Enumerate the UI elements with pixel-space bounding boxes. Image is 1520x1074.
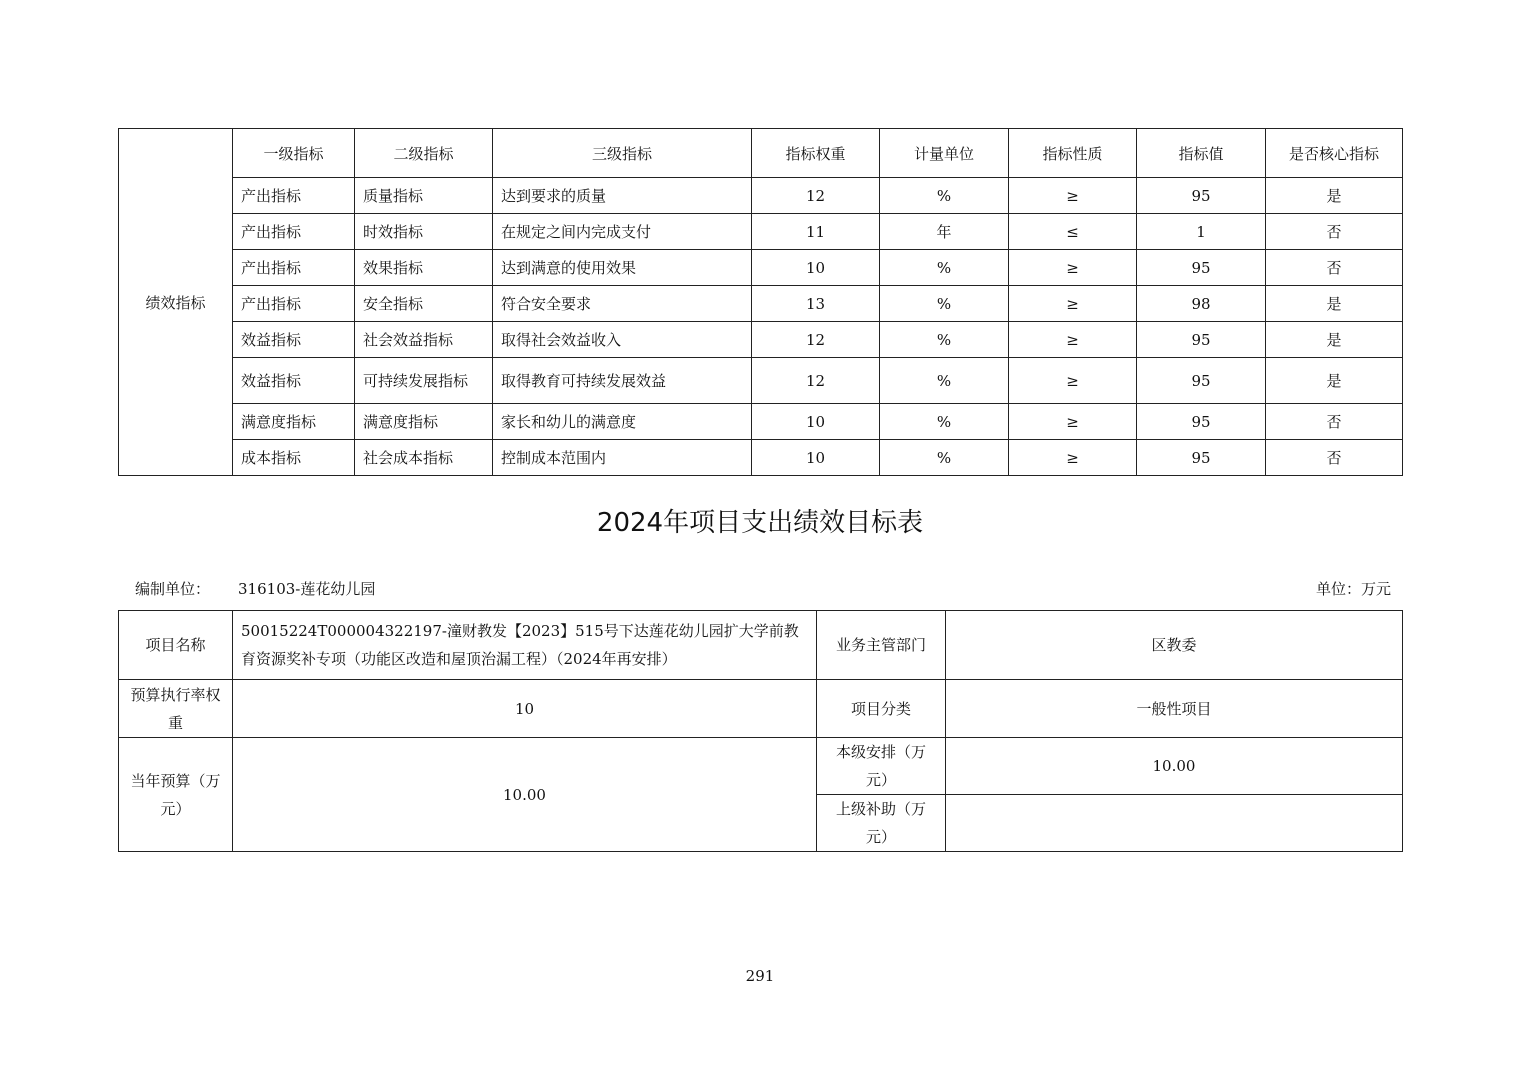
- cell-nature: ≥: [1009, 358, 1137, 404]
- table-row: [119, 440, 1403, 476]
- org-label: 编制单位：: [135, 580, 211, 598]
- unit-line: [135, 578, 1391, 599]
- cell-value: 95: [1137, 358, 1266, 404]
- dept-value: 区教委: [946, 611, 1403, 680]
- cell-level2: 质量指标: [355, 178, 493, 214]
- performance-indicator-table: [118, 128, 1403, 476]
- table-row: [119, 322, 1403, 358]
- cell-unit: %: [880, 440, 1009, 476]
- budget-label: 当年预算（万元）: [119, 738, 233, 852]
- cell-level2: 社会效益指标: [355, 322, 493, 358]
- cell-level1: 产出指标: [233, 286, 355, 322]
- cell-level2: 效果指标: [355, 250, 493, 286]
- budget-value: 10.00: [233, 738, 817, 852]
- cell-level3: 取得教育可持续发展效益: [493, 358, 752, 404]
- table-row: [119, 404, 1403, 440]
- cell-core: 是: [1266, 358, 1403, 404]
- table-row: [119, 250, 1403, 286]
- cell-nature: ≥: [1009, 322, 1137, 358]
- cell-unit: %: [880, 178, 1009, 214]
- cell-level2: 满意度指标: [355, 404, 493, 440]
- cell-weight: 10: [752, 250, 880, 286]
- cell-core: 是: [1266, 286, 1403, 322]
- cell-level1: 效益指标: [233, 322, 355, 358]
- page-number: 291: [745, 967, 775, 985]
- cell-value: 95: [1137, 322, 1266, 358]
- perf-header-row: [119, 129, 1403, 178]
- cell-level3: 达到要求的质量: [493, 178, 752, 214]
- local-label: 本级安排（万元）: [817, 738, 946, 795]
- org-value: 316103-莲花幼儿园: [238, 580, 376, 598]
- project-name-value: 50015224T000004322197-潼财教发【2023】515号下达莲花幼儿园扩大学前教育资源奖补专项（功能区改造和屋顶治漏工程）（2024年再安排）: [233, 611, 817, 680]
- cell-unit: %: [880, 322, 1009, 358]
- table-row: [119, 680, 1403, 738]
- cell-unit: %: [880, 286, 1009, 322]
- table-row: [119, 214, 1403, 250]
- cell-level1: 产出指标: [233, 214, 355, 250]
- category-value: 一般性项目: [946, 680, 1403, 738]
- cell-level3: 控制成本范围内: [493, 440, 752, 476]
- cell-core: 是: [1266, 178, 1403, 214]
- cell-core: 否: [1266, 214, 1403, 250]
- exec-rate-label: 预算执行率权重: [119, 680, 233, 738]
- cell-weight: 10: [752, 440, 880, 476]
- header-level2: 二级指标: [355, 129, 493, 178]
- cell-level1: 满意度指标: [233, 404, 355, 440]
- cell-core: 否: [1266, 404, 1403, 440]
- cell-unit: %: [880, 404, 1009, 440]
- cell-weight: 12: [752, 358, 880, 404]
- page-title: 2024年项目支出绩效目标表: [596, 508, 924, 538]
- header-core: 是否核心指标: [1266, 129, 1403, 178]
- header-nature: 指标性质: [1009, 129, 1137, 178]
- cell-weight: 12: [752, 322, 880, 358]
- dept-label: 业务主管部门: [817, 611, 946, 680]
- cell-unit: %: [880, 358, 1009, 404]
- category-label: 项目分类: [817, 680, 946, 738]
- project-name-label: 项目名称: [119, 611, 233, 680]
- cell-level1: 产出指标: [233, 178, 355, 214]
- perf-side-label: 绩效指标: [119, 129, 233, 476]
- cell-level3: 符合安全要求: [493, 286, 752, 322]
- cell-core: 否: [1266, 440, 1403, 476]
- cell-level1: 产出指标: [233, 250, 355, 286]
- cell-core: 否: [1266, 250, 1403, 286]
- cell-level1: 成本指标: [233, 440, 355, 476]
- cell-nature: ≥: [1009, 440, 1137, 476]
- table-row: [119, 738, 1403, 795]
- table-row: [119, 286, 1403, 322]
- header-level3: 三级指标: [493, 129, 752, 178]
- cell-value: 1: [1137, 214, 1266, 250]
- cell-level2: 时效指标: [355, 214, 493, 250]
- cell-level3: 取得社会效益收入: [493, 322, 752, 358]
- cell-nature: ≥: [1009, 250, 1137, 286]
- header-weight: 指标权重: [752, 129, 880, 178]
- cell-value: 95: [1137, 404, 1266, 440]
- cell-weight: 13: [752, 286, 880, 322]
- cell-level3: 在规定之间内完成支付: [493, 214, 752, 250]
- upper-label: 上级补助（万元）: [817, 795, 946, 852]
- cell-level3: 达到满意的使用效果: [493, 250, 752, 286]
- upper-value: [946, 795, 1403, 852]
- cell-weight: 10: [752, 404, 880, 440]
- cell-value: 95: [1137, 440, 1266, 476]
- exec-rate-value: 10: [233, 680, 817, 738]
- cell-weight: 12: [752, 178, 880, 214]
- cell-weight: 11: [752, 214, 880, 250]
- cell-nature: ≤: [1009, 214, 1137, 250]
- cell-level2: 安全指标: [355, 286, 493, 322]
- cell-nature: ≥: [1009, 286, 1137, 322]
- cell-unit: %: [880, 250, 1009, 286]
- currency-unit: 单位：万元: [1315, 580, 1391, 598]
- header-value: 指标值: [1137, 129, 1266, 178]
- cell-nature: ≥: [1009, 404, 1137, 440]
- cell-value: 95: [1137, 250, 1266, 286]
- table-row: [119, 358, 1403, 404]
- cell-nature: ≥: [1009, 178, 1137, 214]
- table-row: [119, 611, 1403, 680]
- table-row: [119, 178, 1403, 214]
- cell-value: 98: [1137, 286, 1266, 322]
- project-info-table: [118, 610, 1403, 852]
- header-unit: 计量单位: [880, 129, 1009, 178]
- cell-level3: 家长和幼儿的满意度: [493, 404, 752, 440]
- cell-level2: 社会成本指标: [355, 440, 493, 476]
- header-level1: 一级指标: [233, 129, 355, 178]
- cell-unit: 年: [880, 214, 1009, 250]
- local-value: 10.00: [946, 738, 1403, 795]
- cell-value: 95: [1137, 178, 1266, 214]
- cell-level1: 效益指标: [233, 358, 355, 404]
- cell-core: 是: [1266, 322, 1403, 358]
- cell-level2: 可持续发展指标: [355, 358, 493, 404]
